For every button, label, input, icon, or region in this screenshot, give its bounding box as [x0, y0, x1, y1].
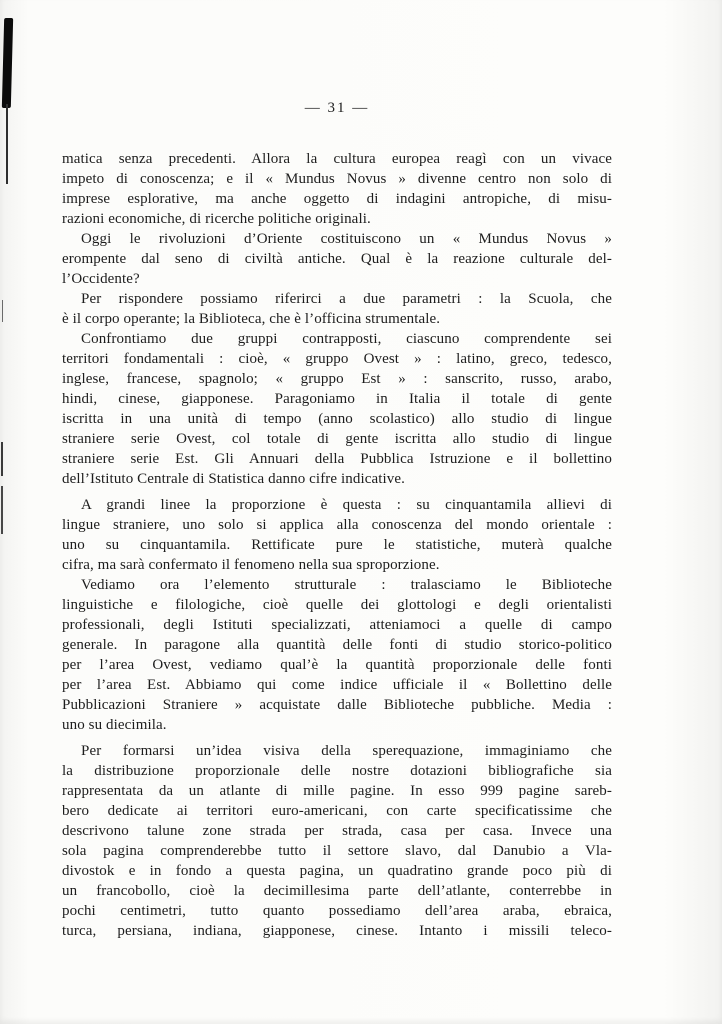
text-line: matica senza precedenti. Allora la cultura europea reagì con un vivace — [62, 151, 612, 167]
text-line: un francobollo, cioè la decimillesima parte dell’atlante, conterrebbe in — [62, 883, 612, 899]
text-line: erompente dal seno di civiltà antiche. Qual è la reazione culturale del- — [62, 251, 612, 267]
text-line: imprese esplorative, ma anche oggetto di indagini antropiche, di misu- — [62, 191, 612, 207]
text-line: razioni economiche, di ricerche politiche originali. — [62, 211, 371, 227]
text-line: straniere serie Est. Gli Annuari della Pubblica Istruzione e il bollettino — [62, 451, 612, 467]
text-line: professionali, degli Istituti specializzati, atteniamoci a quelle di campo — [62, 617, 612, 633]
text-line: generale. In paragone alla quantità delle fonti di studio storico-politico — [62, 637, 612, 653]
text-line: rappresentata da un atlante di mille pagine. In esso 999 pagine sareb- — [62, 783, 612, 799]
scan-streak-artifact — [6, 104, 8, 184]
text-line: Per formarsi un’idea visiva della sperequazione, immaginiamo che — [81, 743, 612, 759]
paragraph — [62, 329, 612, 489]
text-line: straniere serie Ovest, col totale di gente iscritta allo studio di lingue — [62, 431, 612, 447]
scan-edge-mark-artifact — [2, 300, 3, 322]
text-line: l’Occidente? — [62, 271, 140, 287]
text-line: Pubblicazioni Straniere » acquistate dalle Biblioteche pubbliche. Media : — [62, 697, 612, 713]
text-line: linguistiche e filologiche, cioè quelle dei glottologi e degli orientalisti — [62, 597, 612, 613]
text-line: descrivono talune zone strada per strada, casa per casa. Invece una — [62, 823, 612, 839]
text-block — [62, 149, 612, 941]
text-line: turca, persiana, indiana, giapponese, cinese. Intanto i missili teleco- — [62, 923, 612, 939]
scan-edge-mark-artifact — [1, 486, 3, 534]
text-line: Per rispondere possiamo riferirci a due parametri : la Scuola, che — [81, 291, 612, 307]
text-line: Confrontiamo due gruppi contrapposti, ciascuno comprendente sei — [81, 331, 612, 347]
text-line: iscritta in una unità di tempo (anno scolastico) allo studio di lingue — [62, 411, 612, 427]
paragraph — [62, 149, 612, 229]
text-line: territori fondamentali : cioè, « gruppo Ovest » : latino, greco, tedesco, — [62, 351, 612, 367]
text-line: Oggi le rivoluzioni d’Oriente costituiscono un « Mundus Novus » — [81, 231, 612, 247]
text-line: la distribuzione proporzionale delle nostre dotazioni bibliografiche sia — [62, 763, 612, 779]
text-line: uno su cinquantamila. Rettificate pure le statistiche, muterà qualche — [62, 537, 612, 553]
text-line: pochi centimetri, tutto quanto possediamo dell’area araba, ebraica, — [62, 903, 612, 919]
paragraph — [62, 229, 612, 289]
text-line: hindi, cinese, giapponese. Paragoniamo in Italia il totale di gente — [62, 391, 612, 407]
text-line: cifra, ma sarà confermato il fenomeno nella sua sproporzione. — [62, 557, 440, 573]
text-line: sola pagina comprenderebbe tutto il settore slavo, dal Danubio a Vla- — [62, 843, 612, 859]
scan-edge-mark-artifact — [1, 442, 3, 476]
text-line: per l’area Est. Abbiamo qui come indice ufficiale il « Bollettino delle — [62, 677, 612, 693]
text-line: divostok e in fondo a questa pagina, un quadratino grande poco più di — [62, 863, 612, 879]
text-line: uno su diecimila. — [62, 717, 167, 733]
text-line: bero dedicate ai territori euro-americani, con carte specificatissime che — [62, 803, 612, 819]
text-line: Vediamo ora l’elemento strutturale : tralasciamo le Biblioteche — [81, 577, 612, 593]
text-line: è il corpo operante; la Biblioteca, che è l’officina strumentale. — [62, 311, 441, 327]
text-line: per l’area Ovest, vediamo qual’è la quantità proporzionale delle fonti — [62, 657, 612, 673]
text-line: A grandi linee la proporzione è questa : su cinquantamila allievi di — [81, 497, 612, 513]
text-line: dell’Istituto Centrale di Statistica danno cifre indicative. — [62, 471, 405, 487]
scan-ink-blob-artifact — [2, 18, 13, 108]
text-line: lingue straniere, uno solo si applica alla conoscenza del mondo orientale : — [62, 517, 612, 533]
paragraph — [62, 289, 612, 329]
paragraph — [62, 495, 612, 575]
paragraph — [62, 741, 612, 941]
page-number: — 31 — — [304, 100, 370, 116]
paragraph — [62, 575, 612, 735]
text-line: inglese, francese, spagnolo; « gruppo Est » : sanscrito, russo, arabo, — [62, 371, 612, 387]
text-line: impeto di conoscenza; e il « Mundus Novus » divenne centro non solo di — [62, 171, 612, 187]
